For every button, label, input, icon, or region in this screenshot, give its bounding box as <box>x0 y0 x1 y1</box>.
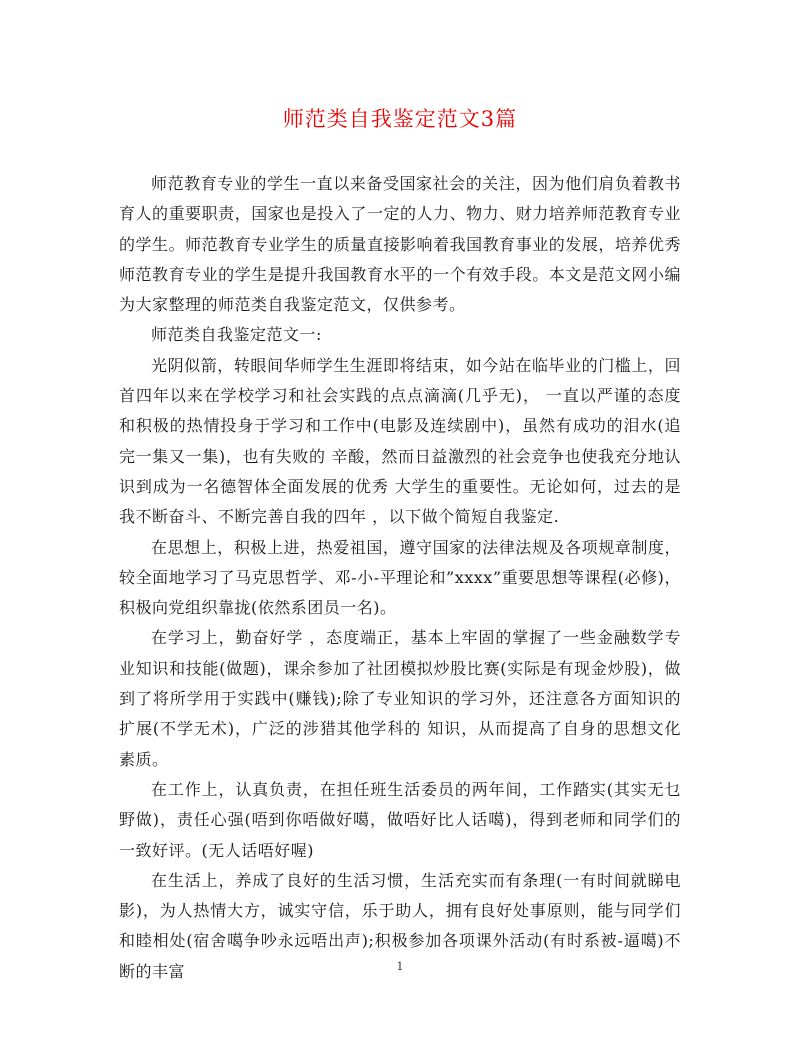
document-body <box>119 169 681 987</box>
section-heading: 师范类自我鉴定范文一: <box>151 325 322 345</box>
body-paragraph: 光阴似箭，转眼间华师学生生涯即将结束，如今站在临毕业的门槛上，回首四年以来在学校学习和社会实践的点点滴滴(几乎无)， 一直以严谨的态度和积极的热情投身于学习和工作中(电影及连续剧中)，虽然有成功的泪水(追完一集又一集)，也有失败的 辛酸，然而日益激烈的社会竞争也使我充分地认识到成为一名德智体全面发展的优秀 大学生的重要性。无论如何，过去的是我不断奋斗、不断完善自我的四年 ，以下做个简短自我鉴定. <box>119 355 681 527</box>
intro-paragraph: 师范教育专业的学生一直以来备受国家社会的关注，因为他们肩负着教书育人的重要职责，国家也是投入了一定的人力、物力、财力培养师范教育专业的学生。师范教育专业学生的质量直接影响着我国教育事业的发展，培养优秀师范教育专业的学生是提升我国教育水平的一个有效手段。本文是范文网小编为大家整理的师范类自我鉴定范文，仅供参考。 <box>119 174 681 315</box>
document-title: 师范类自我鉴定范文3篇 <box>282 107 518 131</box>
page-number: 1 <box>396 960 404 973</box>
body-paragraph: 在生活上，养成了良好的生活习惯，生活充实而有条理(一有时间就睇电影)，为人热情大方，诚实守信，乐于助人，拥有良好处事原则，能与同学们和睦相处(宿舍噶争吵永远唔出声);积极参加各项课外活动(有时系被-逼噶)不断的丰富 <box>119 870 681 981</box>
body-paragraph: 在思想上，积极上进，热爱祖国，遵守国家的法律法规及各项规章制度，较全面地学习了马克思哲学、邓-小-平理论和”xxxx”重要思想等课程(必修)，积极向党组织靠拢(依然系团员一名)。 <box>119 537 681 618</box>
body-paragraph: 在学习上，勤奋好学 ，态度端正，基本上牢固的掌握了一些金融数学专业知识和技能(做题)，课余参加了社团模拟炒股比赛(实际是有现金炒股)，做到了将所学用于实践中(赚钱);除了专业知识的学习外，还注意各方面知识的扩展(不学无术)，广泛的涉猎其他学科的 知识，从而提高了自身的思想文化素质。 <box>119 628 681 769</box>
body-paragraph: 在工作上，认真负责，在担任班生活委员的两年间，工作踏实(其实无乜野做)，责任心强(唔到你唔做好噶，做唔好比人话噶)，得到老师和同学们的一致好评。(无人话唔好喔) <box>119 779 681 860</box>
